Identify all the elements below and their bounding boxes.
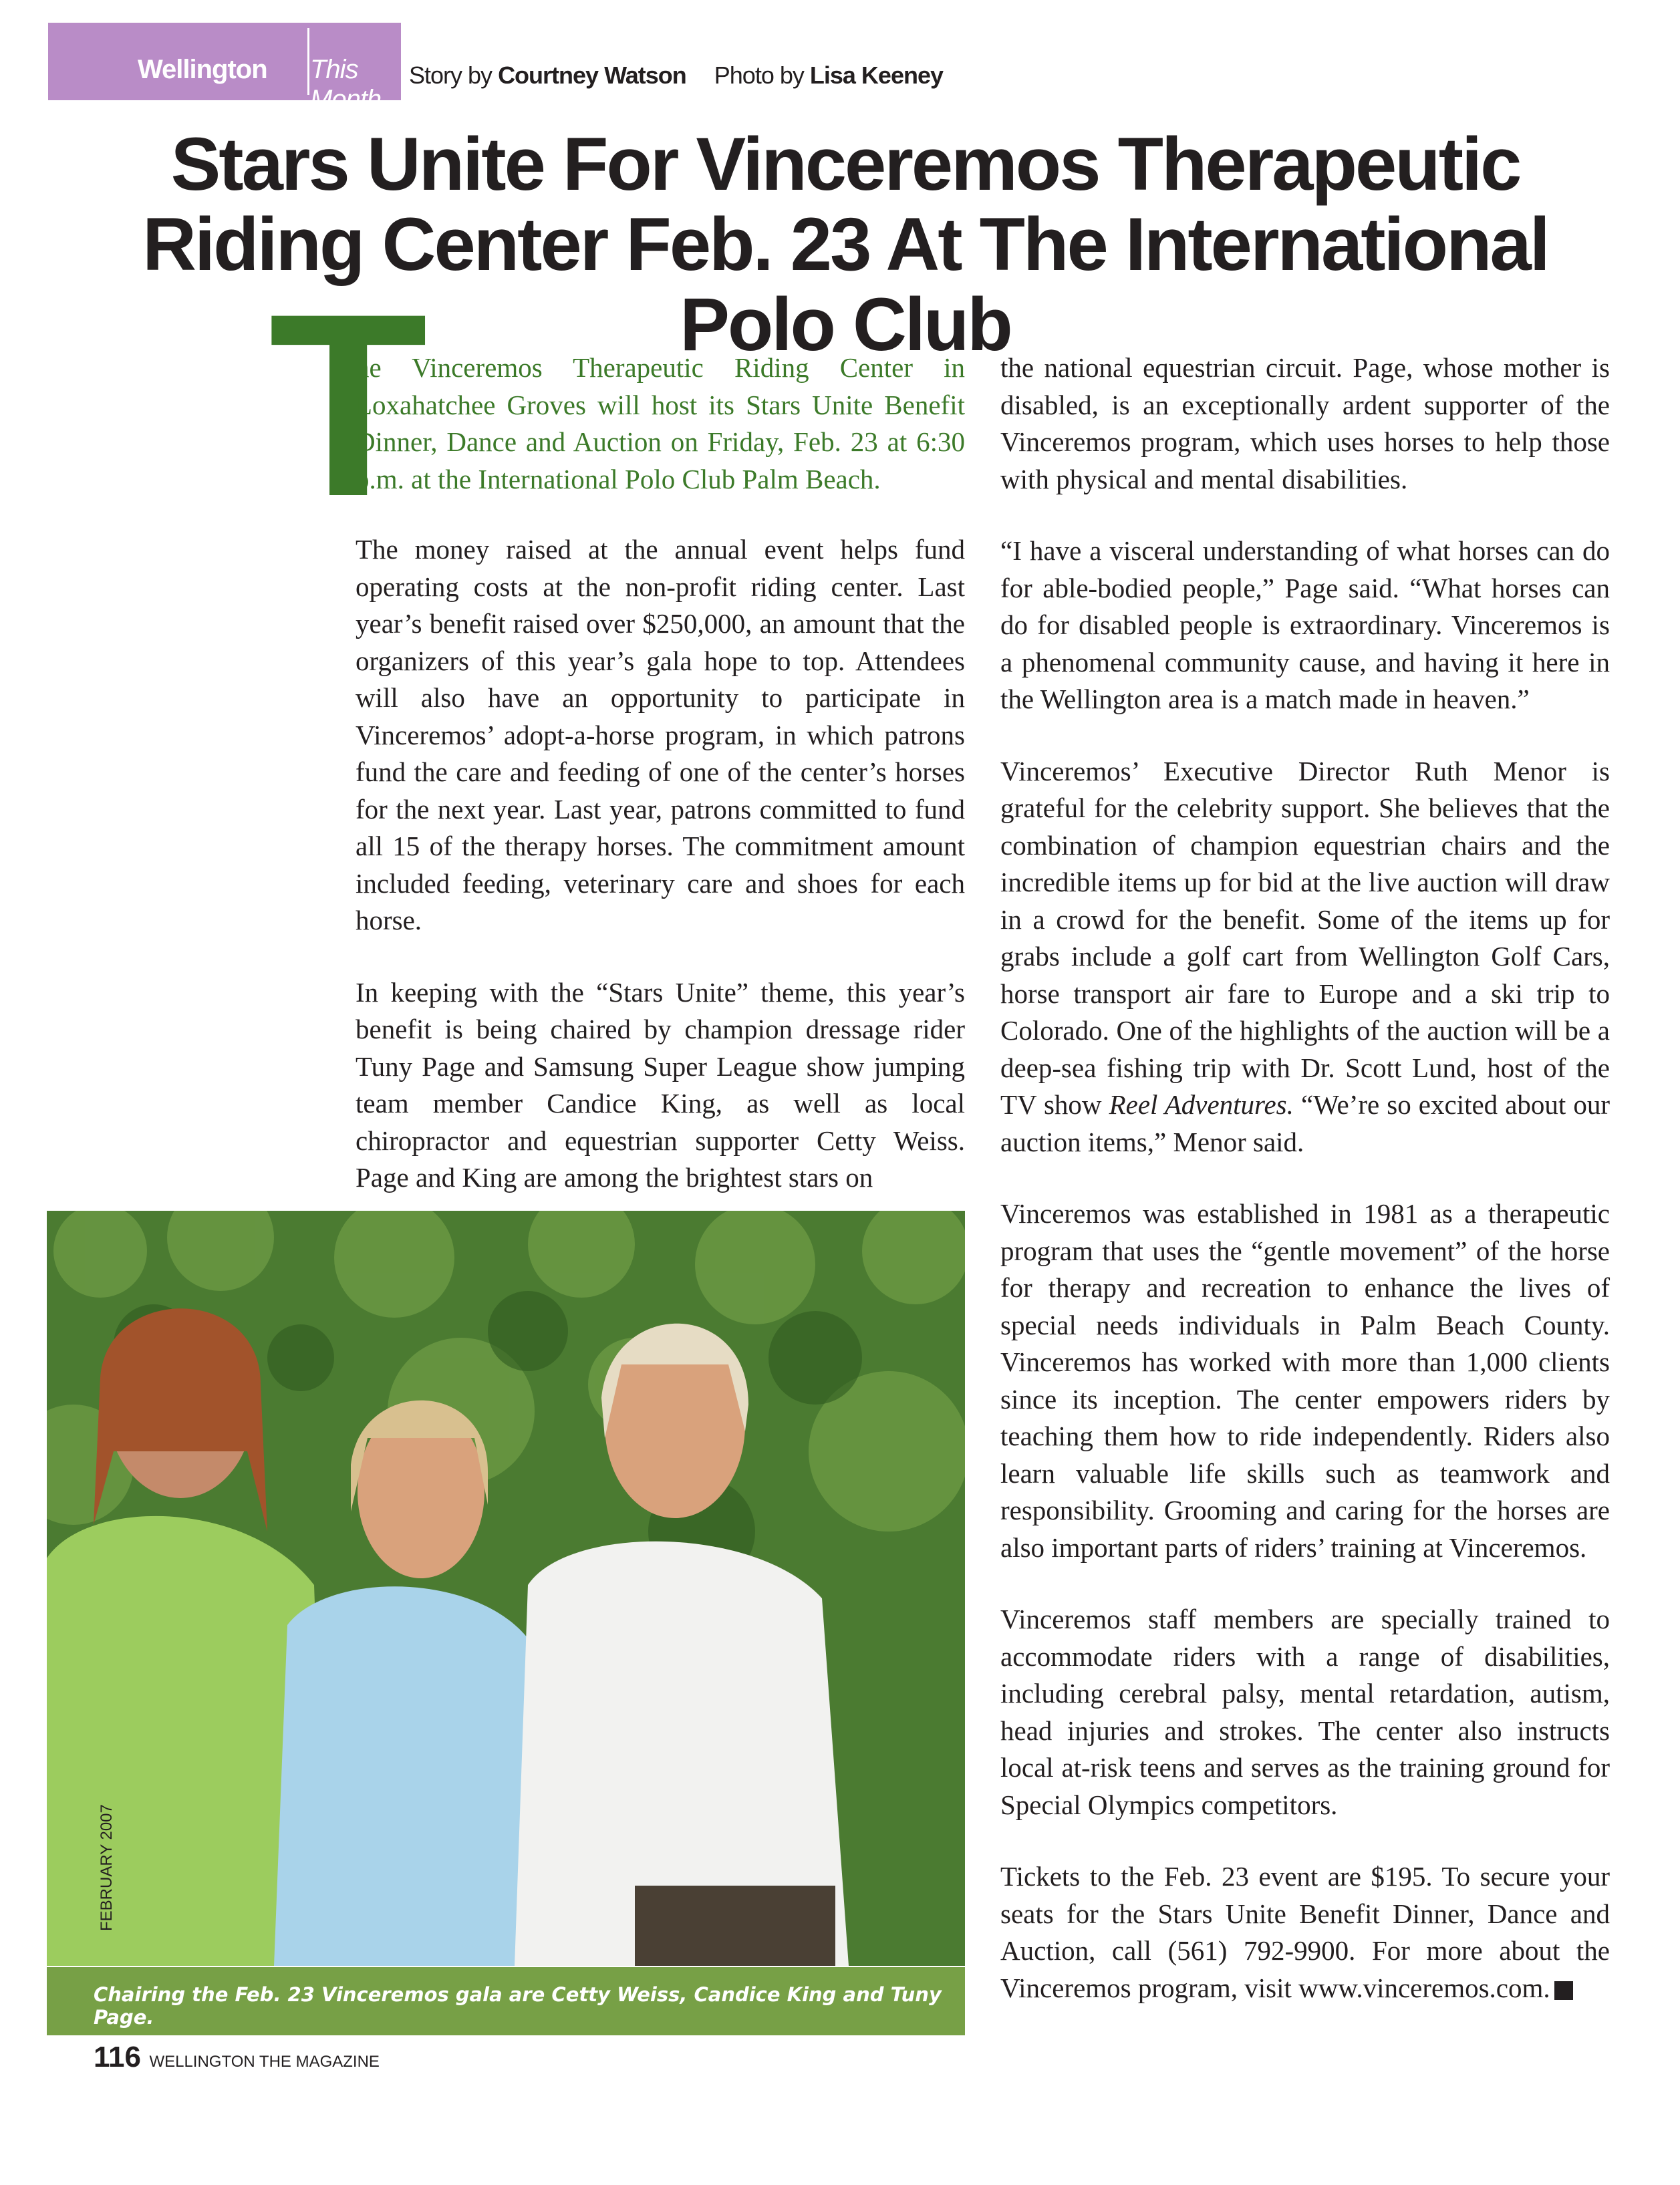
paragraph <box>1000 1858 1610 2007</box>
paragraph: the national equestrian circuit. Page, whose mother is disabled, is an exceptionally ardent supporter of the Vinceremos program, which uses horses to help those with physical and mental disabilities. <box>1000 352 1610 494</box>
article-photo <box>47 1211 965 1966</box>
photo-by-label: Photo by <box>714 61 804 89</box>
page-number: 116 <box>94 2041 141 2073</box>
drop-cap: T <box>269 259 428 551</box>
story-by-name: Courtney Watson <box>498 61 686 89</box>
lead-paragraph: he Vinceremos Therapeutic Riding Center in Loxahatchee Groves will host its Stars Unite Benefit Dinner, Dance and Auction on Friday, Feb. 23 at 6:30 p.m. at the International Polo Club Palm Beach. <box>356 352 965 494</box>
magazine-name: WELLINGTON THE MAGAZINE <box>149 2053 380 2071</box>
paragraph: “I have a visceral understanding of what horses can do for able-bodied people,” Page said. “What horses can do for disabled people is extraordinary. Vinceremos is a phenomenal community cause, and having it here in the Wellington area is a match made in heaven.” <box>1000 535 1610 714</box>
paragraph <box>1000 753 1610 1161</box>
issue-date: FEBRUARY 2007 <box>98 1804 116 1931</box>
photo-caption: Chairing the Feb. 23 Vinceremos gala are Cetty Weiss, Candice King and Tuny Page. <box>94 1983 942 2029</box>
paragraph-text: “We’re so excited about our auction items,” Menor said. <box>1000 1089 1611 1157</box>
byline <box>409 61 943 90</box>
paragraph: Vinceremos staff members are specially trained to accommodate riders with a range of disabilities, including cerebral palsy, mental retardation, autism, head injuries and strokes. The center also instructs local at-risk teens and serves as the training ground for Special Olympics competitors. <box>1000 1604 1610 1820</box>
paragraph: In keeping with the “Stars Unite” theme, this year’s benefit is being chaired by champion dressage rider Tuny Page and Samsung Super League show jumping team member Candice King, as well as local chiropractor and equestrian supporter Cetty Weiss. Page and King are among the brightest stars on <box>356 976 965 1193</box>
photo-illustration <box>47 1211 965 1966</box>
page-footer <box>94 2041 380 2074</box>
left-column <box>356 531 965 1231</box>
paragraph-text: Vinceremos’ Executive Director Ruth Menor is grateful for the celebrity support. She believes that the combination of champion equestrian chairs and the incredible items up for bid at the live auction will draw in a crowd for the benefit. Some of the items up for grabs include a golf cart from Wellington Golf Cars, horse transport air fare to Europe and a ski trip to Colorado. One of the highlights of the auction will be a deep-sea fishing trip with Dr. Scott Lund, host of the TV show <box>1000 755 1610 1120</box>
section-sublabel: This Month <box>310 55 382 114</box>
end-mark-icon <box>1554 1981 1573 2000</box>
photo-by-name: Lisa Keeney <box>809 61 944 89</box>
section-label: Wellington <box>138 55 267 84</box>
section-header-tab <box>48 23 401 114</box>
right-column <box>1000 349 1610 2041</box>
show-title: Reel Adventures. <box>1109 1089 1294 1120</box>
story-by-label: Story by <box>409 61 493 89</box>
paragraph: The money raised at the annual event helps fund operating costs at the non-profit riding center. Last year’s benefit raised over $250,000, an amount that the organizers of this year’s gala hope to top. Attendees will also have an opportunity to participate in Vinceremos’ adopt-a-horse program, in which patrons fund the care and feeding of one of the center’s horses for the next year. Last year, patrons committed to fund all 15 of the therapy horses. The commitment amount included feeding, veterinary care and shoes for each horse. <box>356 534 965 935</box>
article-title: Stars Unite For Vinceremos Therapeutic Riding Center Feb. 23 At The International Polo Club <box>142 122 1548 366</box>
paragraph-text: Tickets to the Feb. 23 event are $195. To secure your seats for the Stars Unite Benefit Dinner, Dance and Auction, call (561) 792-9900. For more about the Vinceremos program, visit www.vinceremos.com. <box>1000 1861 1610 2003</box>
section-divider <box>307 28 309 95</box>
paragraph: Vinceremos was established in 1981 as a therapeutic program that uses the “gentle movement” of the horse for therapy and recreation to enhance the lives of special needs individuals in Palm Beach County. Vinceremos has worked with more than 1,000 clients since its inception. The center empowers riders by teaching them how to ride independently. Riders also learn valuable life skills such as teamwork and responsibility. Grooming and caring for the horses are also important parts of riders’ training at Vinceremos. <box>1000 1198 1610 1563</box>
